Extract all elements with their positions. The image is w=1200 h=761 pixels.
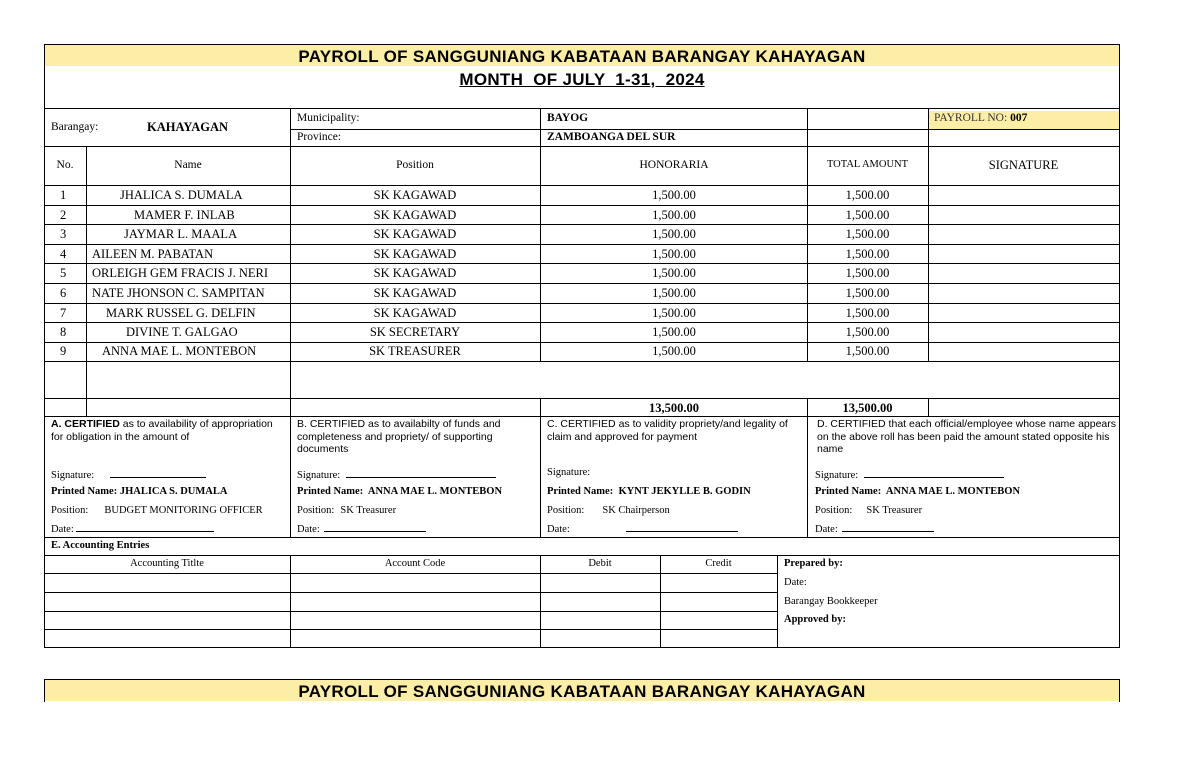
row-honoraria: 1,500.00 bbox=[652, 227, 696, 241]
cert-b-printed-name: Printed Name: ANNA MAE L. MONTEBON bbox=[297, 486, 503, 497]
table-row bbox=[44, 342, 928, 362]
row-no: 9 bbox=[60, 344, 67, 358]
row-total: 1,500.00 bbox=[845, 266, 890, 280]
row-no: 4 bbox=[60, 247, 67, 261]
cert-a-printed-name: Printed Name: JHALICA S. DUMALA bbox=[51, 486, 228, 497]
total-amount: 13,500.00 bbox=[842, 401, 893, 415]
row-position: SK SECRETARY bbox=[369, 325, 461, 339]
acct-col-debit: Debit bbox=[588, 558, 612, 569]
province-value: ZAMBOANGA DEL SUR bbox=[547, 131, 676, 143]
row-total: 1,500.00 bbox=[845, 227, 890, 241]
cert-a-position: Position: BUDGET MONITORING OFFICER bbox=[51, 505, 263, 516]
row-name: AILEEN M. PABATAN bbox=[92, 247, 214, 261]
row-total: 1,500.00 bbox=[845, 247, 890, 261]
table-row bbox=[44, 323, 928, 343]
acct-col-code: Account Code bbox=[384, 558, 446, 569]
payroll-number bbox=[934, 112, 1027, 124]
cert-a-signature: Signature: bbox=[51, 467, 206, 481]
acct-col-credit: Credit bbox=[705, 558, 732, 569]
row-no: 5 bbox=[60, 266, 67, 280]
row-position: SK KAGAWAD bbox=[373, 306, 457, 320]
cert-b-signature: Signature: bbox=[297, 467, 496, 481]
province-label: Province: bbox=[297, 131, 342, 143]
cert-c-printed-name: Printed Name: KYNT JEKYLLE B. GODIN bbox=[547, 486, 751, 497]
prepared-date: Date: bbox=[784, 577, 807, 588]
table-row bbox=[44, 225, 928, 245]
cert-d-date: Date: bbox=[815, 521, 934, 535]
row-total: 1,500.00 bbox=[845, 286, 890, 300]
row-no: 7 bbox=[60, 306, 67, 320]
row-honoraria: 1,500.00 bbox=[652, 208, 696, 222]
col-header-signature: SIGNATURE bbox=[988, 158, 1059, 172]
row-honoraria: 1,500.00 bbox=[652, 247, 696, 261]
row-name: ORLEIGH GEM FRACIS J. NERI bbox=[92, 266, 269, 280]
cert-b-position: Position: SK Treasurer bbox=[297, 505, 397, 516]
table-row bbox=[44, 304, 928, 324]
municipality-label: Municipality: bbox=[297, 112, 360, 124]
row-honoraria: 1,500.00 bbox=[652, 344, 696, 358]
row-name: ANNA MAE L. MONTEBON bbox=[102, 344, 257, 358]
row-name: JHALICA S. DUMALA bbox=[120, 188, 243, 202]
row-total: 1,500.00 bbox=[845, 188, 890, 202]
table-row bbox=[44, 206, 928, 226]
row-honoraria: 1,500.00 bbox=[652, 286, 696, 300]
row-no: 2 bbox=[60, 208, 67, 222]
cert-c-date: Date: bbox=[547, 521, 738, 535]
row-no: 6 bbox=[60, 286, 67, 300]
row-no: 3 bbox=[60, 227, 67, 241]
col-header-name: Name bbox=[174, 159, 202, 171]
row-position: SK KAGAWAD bbox=[373, 286, 457, 300]
table-row bbox=[44, 186, 928, 206]
row-honoraria: 1,500.00 bbox=[652, 266, 696, 280]
cert-d-printed-name: Printed Name: ANNA MAE L. MONTEBON bbox=[815, 486, 1021, 497]
table-row bbox=[44, 245, 928, 265]
page-subtitle: MONTH OF JULY 1-31, 2024 bbox=[459, 70, 705, 89]
cert-d-position: Position: SK Treasurer bbox=[815, 505, 923, 516]
row-name: MARK RUSSEL G. DELFIN bbox=[106, 306, 256, 320]
row-name: MAMER F. INLAB bbox=[134, 208, 235, 222]
cert-c-position: Position: SK Chairperson bbox=[547, 505, 670, 516]
acct-col-title: Accounting Titlte bbox=[130, 558, 204, 569]
bookkeeper-label: Barangay Bookkeeper bbox=[784, 596, 878, 607]
page-title: PAYROLL OF SANGGUNIANG KABATAAN BARANGAY KAHAYAGAN bbox=[298, 47, 866, 66]
barangay-label: Barangay: bbox=[51, 121, 99, 133]
row-name: DIVINE T. GALGAO bbox=[126, 325, 238, 339]
row-no: 1 bbox=[60, 188, 67, 202]
row-position: SK KAGAWAD bbox=[373, 266, 457, 280]
row-position: SK TREASURER bbox=[369, 344, 461, 358]
row-position: SK KAGAWAD bbox=[373, 208, 457, 222]
approved-by: Approved by: bbox=[784, 614, 846, 625]
table-row bbox=[44, 264, 928, 284]
cert-d-signature: Signature: bbox=[815, 467, 1004, 481]
row-name: NATE JHONSON C. SAMPITAN bbox=[92, 286, 265, 300]
cert-a-date: Date: bbox=[51, 521, 214, 535]
payroll-label: PAYROLL NO: bbox=[934, 112, 1008, 124]
row-position: SK KAGAWAD bbox=[373, 247, 457, 261]
cert-c-text: C. CERTIFIED as to validity propriety/and legality of claim and approved for payment bbox=[547, 418, 788, 443]
prepared-by: Prepared by: bbox=[784, 558, 843, 569]
row-position: SK KAGAWAD bbox=[373, 227, 457, 241]
row-total: 1,500.00 bbox=[845, 208, 890, 222]
barangay-value: KAHAYAGAN bbox=[147, 120, 229, 134]
cert-d-text: D. CERTIFIED that each official/employee whose name appears on the above roll has been paid the amount stated opposite his name bbox=[817, 418, 1117, 455]
row-total: 1,500.00 bbox=[845, 325, 890, 339]
row-total: 1,500.00 bbox=[845, 344, 890, 358]
col-header-honoraria: HONORARIA bbox=[639, 159, 709, 171]
row-honoraria: 1,500.00 bbox=[652, 325, 696, 339]
row-position: SK KAGAWAD bbox=[373, 188, 457, 202]
col-header-no: No. bbox=[56, 159, 74, 171]
total-honoraria: 13,500.00 bbox=[649, 401, 699, 415]
cert-a-text: A. CERTIFIED as to availability of appropriation for obligation in the amount of bbox=[51, 418, 273, 443]
col-header-position: Position bbox=[396, 159, 434, 171]
accounting-section-label: E. Accounting Entries bbox=[51, 540, 150, 551]
row-total: 1,500.00 bbox=[845, 306, 890, 320]
row-honoraria: 1,500.00 bbox=[652, 306, 696, 320]
row-name: JAYMAR L. MAALA bbox=[124, 227, 238, 241]
cert-c-signature: Signature: bbox=[547, 467, 591, 478]
municipality-value: BAYOG bbox=[547, 112, 589, 124]
row-no: 8 bbox=[60, 325, 67, 339]
row-honoraria: 1,500.00 bbox=[652, 188, 696, 202]
payroll-value: 007 bbox=[1010, 112, 1028, 124]
table-row bbox=[44, 284, 928, 304]
cert-b-date: Date: bbox=[297, 521, 426, 535]
footer-title: PAYROLL OF SANGGUNIANG KABATAAN BARANGAY KAHAYAGAN bbox=[298, 682, 866, 701]
col-header-total: TOTAL AMOUNT bbox=[826, 159, 909, 170]
cert-b-text: B. CERTIFIED as to availabilty of funds and completeness and propriety/ of supporting documents bbox=[297, 418, 501, 455]
